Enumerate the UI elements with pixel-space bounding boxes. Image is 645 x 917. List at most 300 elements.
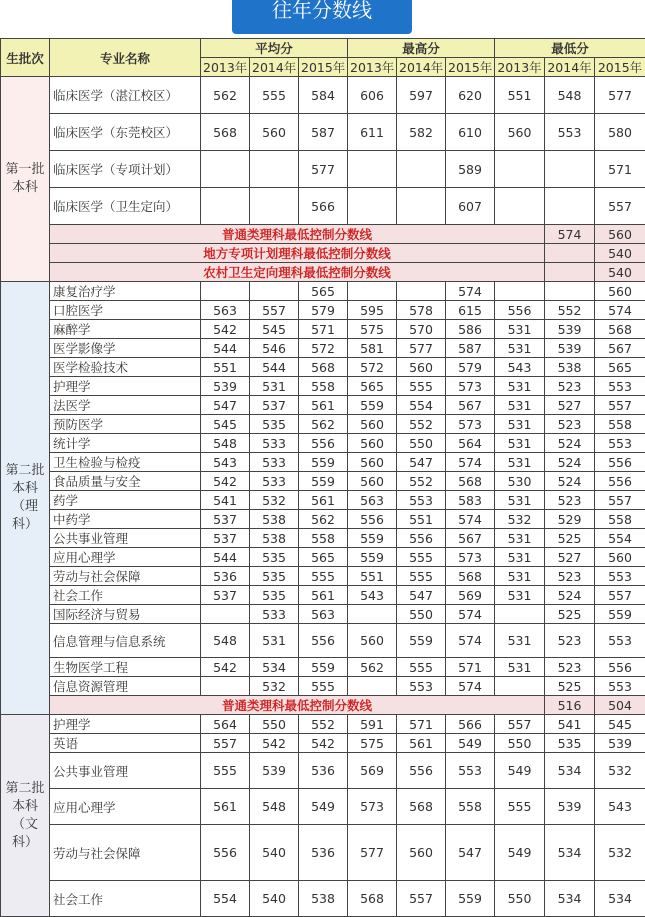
control-line-score [545, 244, 595, 263]
max-score-cell: 569 [446, 586, 495, 605]
min-score-cell: 527 [545, 548, 595, 567]
major-name: 社会工作 [50, 881, 201, 917]
min-score-cell: 553 [595, 567, 645, 586]
max-score-cell: 547 [446, 825, 495, 881]
avg-score-cell: 564 [201, 715, 250, 734]
avg-score-cell: 542 [201, 320, 250, 339]
major-name: 统计学 [50, 434, 201, 453]
table-row [1, 282, 645, 301]
max-score-cell: 583 [446, 491, 495, 510]
min-score-cell: 535 [545, 734, 595, 753]
min-score-cell: 534 [595, 881, 645, 917]
avg-score-cell: 558 [299, 377, 348, 396]
max-score-cell: 574 [446, 282, 495, 301]
header-year: 2014年 [250, 58, 299, 77]
avg-score-cell: 559 [299, 453, 348, 472]
avg-score-cell: 537 [201, 586, 250, 605]
control-line-row [1, 263, 645, 282]
header-year: 2015年 [299, 58, 348, 77]
major-name: 麻醉学 [50, 320, 201, 339]
table-row [1, 624, 645, 658]
min-score-cell: 531 [495, 453, 545, 472]
avg-score-cell: 556 [299, 624, 348, 658]
max-score-cell: 553 [397, 491, 446, 510]
max-score-cell: 559 [446, 881, 495, 917]
max-score-cell: 589 [446, 151, 495, 188]
avg-score-cell: 554 [201, 881, 250, 917]
avg-score-cell: 555 [299, 567, 348, 586]
max-score-cell [348, 677, 397, 696]
avg-score-cell: 536 [299, 753, 348, 789]
min-score-cell: 531 [495, 339, 545, 358]
min-score-cell: 523 [545, 491, 595, 510]
min-score-cell: 548 [545, 77, 595, 114]
control-line-label: 地方专项计划理科最低控制分数线 [50, 244, 545, 263]
avg-score-cell: 555 [201, 753, 250, 789]
max-score-cell [397, 151, 446, 188]
table-row [1, 339, 645, 358]
table-row [1, 567, 645, 586]
max-score-cell: 567 [446, 396, 495, 415]
max-score-cell: 555 [397, 567, 446, 586]
min-score-cell: 532 [595, 825, 645, 881]
control-line-row [1, 244, 645, 263]
avg-score-cell: 563 [201, 301, 250, 320]
min-score-cell: 557 [595, 188, 645, 225]
header-year: 2014年 [545, 58, 595, 77]
max-score-cell: 550 [397, 434, 446, 453]
max-score-cell: 569 [348, 753, 397, 789]
avg-score-cell [201, 282, 250, 301]
avg-score-cell: 538 [299, 881, 348, 917]
major-name: 社会工作 [50, 586, 201, 605]
header-year: 2013年 [201, 58, 250, 77]
table-row [1, 586, 645, 605]
avg-score-cell: 562 [201, 77, 250, 114]
major-name: 国际经济与贸易 [50, 605, 201, 624]
table-row [1, 548, 645, 567]
max-score-cell: 606 [348, 77, 397, 114]
avg-score-cell: 544 [201, 339, 250, 358]
avg-score-cell [201, 605, 250, 624]
max-score-cell: 573 [348, 789, 397, 825]
min-score-cell: 559 [595, 605, 645, 624]
min-score-cell: 557 [595, 396, 645, 415]
avg-score-cell: 542 [250, 734, 299, 753]
max-score-cell: 557 [397, 881, 446, 917]
max-score-cell: 573 [446, 415, 495, 434]
table-row [1, 77, 645, 114]
table-row [1, 453, 645, 472]
max-score-cell: 610 [446, 114, 495, 151]
table-row [1, 415, 645, 434]
max-score-cell: 559 [348, 548, 397, 567]
control-line-label: 普通类理科最低控制分数线 [50, 225, 545, 244]
min-score-cell: 556 [595, 472, 645, 491]
avg-score-cell: 571 [299, 320, 348, 339]
min-score-cell: 532 [495, 510, 545, 529]
avg-score-cell: 577 [299, 151, 348, 188]
major-name: 医学影像学 [50, 339, 201, 358]
avg-score-cell [201, 151, 250, 188]
min-score-cell: 543 [595, 789, 645, 825]
avg-score-cell: 556 [201, 825, 250, 881]
min-score-cell: 567 [595, 339, 645, 358]
min-score-cell: 525 [545, 605, 595, 624]
table-row [1, 472, 645, 491]
avg-score-cell: 533 [250, 453, 299, 472]
major-name: 护理学 [50, 715, 201, 734]
major-name: 公共事业管理 [50, 529, 201, 548]
min-score-cell: 580 [595, 114, 645, 151]
avg-score-cell: 535 [250, 567, 299, 586]
max-score-cell: 568 [446, 567, 495, 586]
major-name: 劳动与社会保障 [50, 567, 201, 586]
scores-table-body [1, 77, 645, 917]
avg-score-cell: 558 [299, 529, 348, 548]
avg-score-cell: 565 [299, 548, 348, 567]
avg-score-cell: 539 [201, 377, 250, 396]
avg-score-cell: 545 [250, 320, 299, 339]
major-name: 护理学 [50, 377, 201, 396]
max-score-cell: 565 [348, 377, 397, 396]
avg-score-cell [250, 188, 299, 225]
table-row [1, 753, 645, 789]
major-name: 康复治疗学 [50, 282, 201, 301]
min-score-cell: 574 [595, 301, 645, 320]
min-score-cell: 550 [495, 734, 545, 753]
min-score-cell: 549 [495, 753, 545, 789]
major-name: 药学 [50, 491, 201, 510]
avg-score-cell: 562 [299, 510, 348, 529]
max-score-cell: 543 [348, 586, 397, 605]
page-title: 往年分数线 [272, 0, 372, 22]
min-score-cell: 557 [595, 586, 645, 605]
min-score-cell: 531 [495, 586, 545, 605]
header-batch: 生批次 [1, 39, 50, 77]
avg-score-cell: 543 [201, 453, 250, 472]
table-row [1, 358, 645, 377]
avg-score-cell: 531 [250, 377, 299, 396]
avg-score-cell: 538 [250, 510, 299, 529]
table-row [1, 320, 645, 339]
min-score-cell: 538 [545, 358, 595, 377]
min-score-cell: 531 [495, 377, 545, 396]
min-score-cell: 531 [495, 567, 545, 586]
major-name: 医学检验技术 [50, 358, 201, 377]
table-row [1, 715, 645, 734]
avg-score-cell: 544 [201, 548, 250, 567]
avg-score-cell: 544 [250, 358, 299, 377]
min-score-cell: 534 [545, 825, 595, 881]
max-score-cell: 552 [397, 415, 446, 434]
major-name: 法医学 [50, 396, 201, 415]
max-score-cell: 559 [348, 529, 397, 548]
max-score-cell: 560 [348, 624, 397, 658]
avg-score-cell: 536 [299, 825, 348, 881]
max-score-cell: 550 [397, 605, 446, 624]
major-name: 公共事业管理 [50, 753, 201, 789]
max-score-cell: 571 [397, 715, 446, 734]
min-score-cell: 523 [545, 567, 595, 586]
major-name: 临床医学（东莞校区） [50, 114, 201, 151]
max-score-cell [348, 151, 397, 188]
min-score-cell: 524 [545, 586, 595, 605]
min-score-cell [545, 282, 595, 301]
max-score-cell: 559 [348, 396, 397, 415]
major-name: 口腔医学 [50, 301, 201, 320]
max-score-cell: 573 [446, 377, 495, 396]
min-score-cell: 551 [495, 77, 545, 114]
min-score-cell: 553 [545, 114, 595, 151]
max-score-cell: 564 [446, 434, 495, 453]
avg-score-cell: 545 [201, 415, 250, 434]
avg-score-cell: 568 [201, 114, 250, 151]
min-score-cell: 523 [545, 415, 595, 434]
avg-score-cell: 555 [250, 77, 299, 114]
min-score-cell: 557 [495, 715, 545, 734]
min-score-cell: 556 [495, 301, 545, 320]
max-score-cell: 591 [348, 715, 397, 734]
control-line-score: 540 [595, 263, 645, 282]
avg-score-cell: 565 [299, 282, 348, 301]
max-score-cell: 560 [397, 358, 446, 377]
min-score-cell: 553 [595, 677, 645, 696]
min-score-cell: 577 [595, 77, 645, 114]
max-score-cell: 560 [348, 472, 397, 491]
avg-score-cell: 533 [250, 434, 299, 453]
max-score-cell: 559 [397, 624, 446, 658]
max-score-cell: 582 [397, 114, 446, 151]
max-score-cell: 556 [348, 510, 397, 529]
avg-score-cell: 587 [299, 114, 348, 151]
header-year: 2015年 [446, 58, 495, 77]
avg-score-cell: 548 [250, 789, 299, 825]
table-row [1, 510, 645, 529]
min-score-cell: 539 [545, 320, 595, 339]
max-score-cell: 607 [446, 188, 495, 225]
max-score-cell: 577 [397, 339, 446, 358]
avg-score-cell: 540 [250, 881, 299, 917]
min-score-cell: 539 [545, 789, 595, 825]
min-score-cell: 560 [495, 114, 545, 151]
avg-score-cell: 555 [299, 677, 348, 696]
min-score-cell: 531 [495, 658, 545, 677]
avg-score-cell: 561 [299, 491, 348, 510]
avg-score-cell: 538 [250, 529, 299, 548]
control-line-row [1, 696, 645, 715]
max-score-cell: 553 [446, 753, 495, 789]
min-score-cell: 557 [595, 491, 645, 510]
avg-score-cell: 561 [201, 789, 250, 825]
header-major: 专业名称 [50, 39, 201, 77]
header-group-max: 最高分 [348, 39, 495, 58]
min-score-cell: 531 [495, 529, 545, 548]
avg-score-cell: 536 [201, 567, 250, 586]
max-score-cell: 555 [397, 548, 446, 567]
control-line-row [1, 225, 645, 244]
max-score-cell: 566 [446, 715, 495, 734]
header-year: 2015年 [595, 58, 645, 77]
min-score-cell: 539 [545, 339, 595, 358]
avg-score-cell: 542 [299, 734, 348, 753]
major-name: 卫生检验与检疫 [50, 453, 201, 472]
min-score-cell: 527 [545, 396, 595, 415]
min-score-cell: 556 [595, 453, 645, 472]
table-row [1, 677, 645, 696]
min-score-cell: 550 [495, 881, 545, 917]
control-line-score [545, 263, 595, 282]
control-line-score: 504 [595, 696, 645, 715]
max-score-cell [397, 188, 446, 225]
min-score-cell: 565 [595, 358, 645, 377]
min-score-cell: 552 [545, 301, 595, 320]
max-score-cell: 562 [348, 658, 397, 677]
min-score-cell: 525 [545, 677, 595, 696]
max-score-cell [348, 605, 397, 624]
major-name: 预防医学 [50, 415, 201, 434]
max-score-cell: 556 [397, 753, 446, 789]
min-score-cell: 543 [495, 358, 545, 377]
min-score-cell: 523 [545, 624, 595, 658]
avg-score-cell: 546 [250, 339, 299, 358]
max-score-cell: 611 [348, 114, 397, 151]
max-score-cell: 561 [397, 734, 446, 753]
min-score-cell: 556 [595, 658, 645, 677]
major-name: 临床医学（专项计划） [50, 151, 201, 188]
control-line-score: 574 [545, 225, 595, 244]
min-score-cell: 558 [595, 415, 645, 434]
table-row [1, 377, 645, 396]
table-row [1, 605, 645, 624]
min-score-cell: 524 [545, 472, 595, 491]
min-score-cell: 560 [595, 282, 645, 301]
max-score-cell: 558 [446, 789, 495, 825]
max-score-cell: 597 [397, 77, 446, 114]
batch-cell: 第二批本科（理科） [1, 282, 50, 715]
max-score-cell: 574 [446, 605, 495, 624]
max-score-cell: 560 [348, 434, 397, 453]
max-score-cell: 547 [397, 453, 446, 472]
avg-score-cell: 549 [299, 789, 348, 825]
max-score-cell [348, 188, 397, 225]
min-score-cell: 568 [595, 320, 645, 339]
avg-score-cell: 533 [250, 472, 299, 491]
table-row [1, 789, 645, 825]
avg-score-cell: 559 [299, 472, 348, 491]
max-score-cell: 573 [446, 548, 495, 567]
major-name: 食品质量与安全 [50, 472, 201, 491]
avg-score-cell: 535 [250, 548, 299, 567]
header-year: 2013年 [348, 58, 397, 77]
table-row [1, 434, 645, 453]
max-score-cell [397, 282, 446, 301]
min-score-cell: 541 [545, 715, 595, 734]
avg-score-cell: 561 [299, 396, 348, 415]
avg-score-cell: 559 [299, 658, 348, 677]
min-score-cell: 539 [595, 734, 645, 753]
min-score-cell: 534 [545, 753, 595, 789]
avg-score-cell: 548 [201, 434, 250, 453]
table-row [1, 396, 645, 415]
max-score-cell: 578 [397, 301, 446, 320]
avg-score-cell: 550 [250, 715, 299, 734]
major-name: 劳动与社会保障 [50, 825, 201, 881]
table-row [1, 658, 645, 677]
min-score-cell: 525 [545, 529, 595, 548]
batch-cell: 第二批本科（文科） [1, 715, 50, 917]
avg-score-cell [250, 151, 299, 188]
min-score-cell: 553 [595, 377, 645, 396]
major-name: 临床医学（卫生定向） [50, 188, 201, 225]
table-row [1, 734, 645, 753]
max-score-cell: 574 [446, 510, 495, 529]
max-score-cell: 615 [446, 301, 495, 320]
max-score-cell: 575 [348, 734, 397, 753]
avg-score-cell: 537 [201, 529, 250, 548]
major-name: 英语 [50, 734, 201, 753]
max-score-cell: 560 [348, 453, 397, 472]
avg-score-cell: 540 [250, 825, 299, 881]
avg-score-cell: 535 [250, 415, 299, 434]
max-score-cell: 577 [348, 825, 397, 881]
avg-score-cell: 541 [201, 491, 250, 510]
max-score-cell: 570 [397, 320, 446, 339]
min-score-cell: 532 [595, 753, 645, 789]
control-line-label: 农村卫生定向理科最低控制分数线 [50, 263, 545, 282]
max-score-cell: 586 [446, 320, 495, 339]
header-group-min: 最低分 [495, 39, 645, 58]
min-score-cell: 529 [545, 510, 595, 529]
table-row [1, 491, 645, 510]
avg-score-cell: 532 [250, 491, 299, 510]
avg-score-cell: 542 [201, 472, 250, 491]
min-score-cell: 549 [495, 825, 545, 881]
avg-score-cell: 572 [299, 339, 348, 358]
min-score-cell: 554 [595, 529, 645, 548]
max-score-cell: 555 [397, 377, 446, 396]
avg-score-cell: 556 [299, 434, 348, 453]
min-score-cell: 523 [545, 377, 595, 396]
header-year: 2013年 [495, 58, 545, 77]
table-row [1, 114, 645, 151]
max-score-cell: 547 [397, 586, 446, 605]
major-name: 信息资源管理 [50, 677, 201, 696]
table-row [1, 301, 645, 320]
max-score-cell: 556 [397, 529, 446, 548]
min-score-cell: 531 [495, 396, 545, 415]
min-score-cell [545, 188, 595, 225]
min-score-cell: 531 [495, 548, 545, 567]
min-score-cell: 555 [495, 789, 545, 825]
max-score-cell: 620 [446, 77, 495, 114]
avg-score-cell: 537 [201, 510, 250, 529]
avg-score-cell: 533 [250, 605, 299, 624]
avg-score-cell: 548 [201, 624, 250, 658]
avg-score-cell: 542 [201, 658, 250, 677]
table-row [1, 188, 645, 225]
control-line-score: 560 [595, 225, 645, 244]
min-score-cell: 531 [495, 434, 545, 453]
major-name: 应用心理学 [50, 789, 201, 825]
avg-score-cell: 560 [250, 114, 299, 151]
max-score-cell: 567 [446, 529, 495, 548]
avg-score-cell: 568 [299, 358, 348, 377]
avg-score-cell [250, 282, 299, 301]
min-score-cell: 523 [545, 658, 595, 677]
table-row [1, 529, 645, 548]
table-row [1, 825, 645, 881]
